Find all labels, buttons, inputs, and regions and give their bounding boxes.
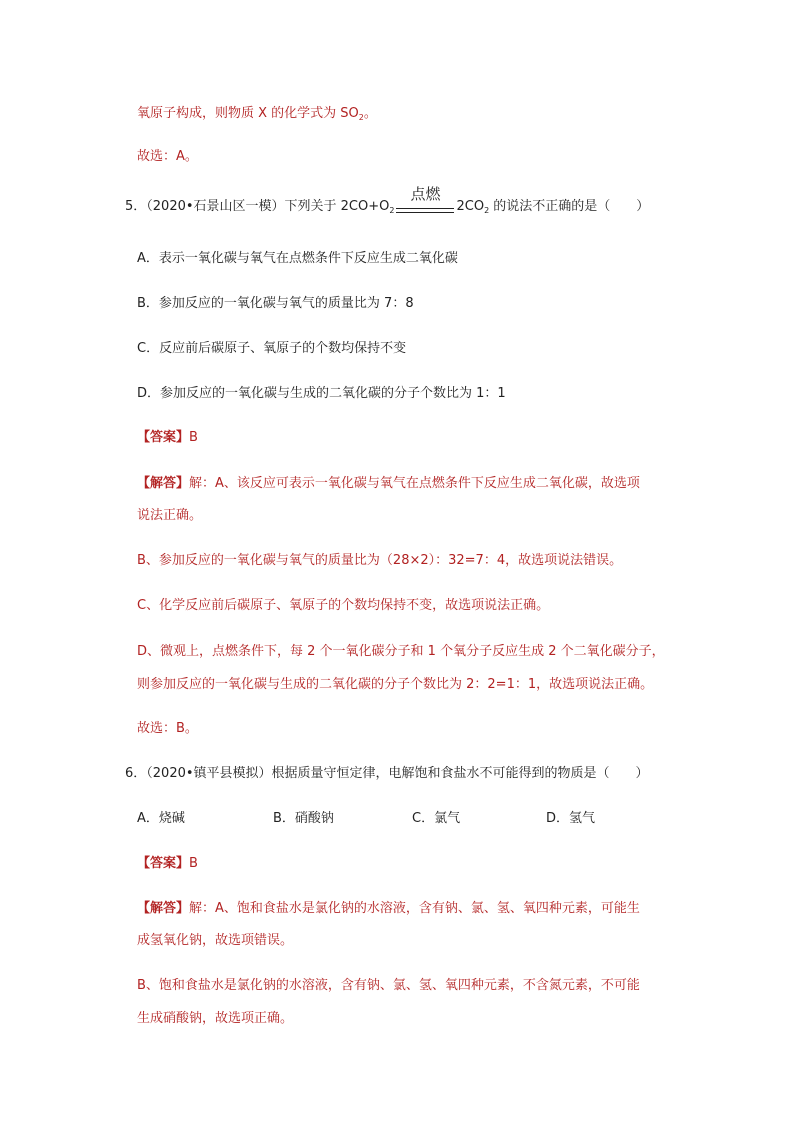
q6-analysis-2-cont: 生成硝酸钠，故选项正确。 (137, 1011, 294, 1026)
q5-option-c: C．反应前后碳原子、氧原子的个数均保持不变 (137, 341, 407, 356)
prev-choose: 故选：A。 (137, 149, 198, 164)
q5-option-a: A．表示一氧化碳与氧气在点燃条件下反应生成二氧化碳 (137, 251, 458, 266)
q5-analysis-2: B、参加反应的一氧化碳与氧气的质量比为（28×2）：32=7：4，故选项说法错误。 (137, 553, 623, 568)
answer-value: B (189, 856, 198, 871)
q6-option-c: C．氯气 (412, 811, 461, 826)
q5-analysis-4-cont: 则参加反应的一氧化碳与生成的二氧化碳的分子个数比为 2：2=1：1，故选项说法正确。 (137, 677, 654, 692)
analysis-text: 解：A、该反应可表示一氧化碳与氧气在点燃条件下反应生成二氧化碳，故选项 (189, 476, 640, 491)
q6-analysis-2: B、饱和食盐水是氯化钠的水溶液，含有钠、氯、氢、氧四种元素，不含氮元素，不可能 (137, 978, 640, 993)
answer-label: 【答案】 (137, 430, 190, 445)
q5-stem (125, 185, 650, 221)
q5-choose: 故选：B。 (137, 721, 198, 736)
q5-stem-end: 的说法不正确的是（ ） (489, 199, 650, 214)
prev-analysis-line (137, 104, 377, 128)
analysis-label: 【解答】 (137, 476, 190, 491)
q6-option-a: A．烧碱 (137, 811, 185, 826)
q5-analysis-1-cont: 说法正确。 (137, 508, 203, 523)
answer-value: B (189, 430, 198, 445)
q6-answer (137, 854, 198, 874)
q6-option-b: B．硝酸钠 (273, 811, 334, 826)
subscript: 2 (389, 206, 395, 215)
prev-analysis-end: 。 (363, 106, 377, 121)
reaction-equals-sign (396, 208, 454, 213)
prev-analysis-text: 氧原子构成，则物质 X 的化学式为 SO (137, 106, 359, 121)
q6-option-d: D．氢气 (546, 811, 596, 826)
answer-label: 【答案】 (137, 856, 190, 871)
q6-analysis-1 (137, 899, 640, 919)
q5-analysis-3: C、化学反应前后碳原子、氧原子的个数均保持不变，故选项说法正确。 (137, 598, 550, 613)
q6-options (137, 809, 657, 829)
q6-analysis-1-cont: 成氢氧化钠，故选项错误。 (137, 933, 294, 948)
q5-analysis-4: D、微观上，点燃条件下，每 2 个一氧化碳分子和 1 个氧分子反应生成 2 个二氧化碳分子， (137, 644, 665, 659)
subscript: 2 (358, 113, 364, 122)
analysis-label: 【解答】 (137, 901, 190, 916)
q6-stem: 6．（2020•镇平县模拟）根据质量守恒定律，电解饱和食盐水不可能得到的物质是（ ） (125, 766, 649, 781)
q5-option-d: D．参加反应的一氧化碳与生成的二氧化碳的分子个数比为 1：1 (137, 386, 506, 401)
q5-answer (137, 428, 198, 448)
q5-product: 2CO (456, 199, 485, 214)
q5-option-b: B．参加反应的一氧化碳与氧气的质量比为 7：8 (137, 296, 414, 311)
subscript: 2 (484, 206, 490, 215)
reaction-condition: 点燃 (410, 185, 441, 203)
reaction-arrow (394, 185, 456, 217)
analysis-text: 解：A、饱和食盐水是氯化钠的水溶液，含有钠、氯、氢、氧四种元素，可能生 (189, 901, 640, 916)
q5-stem-text: 5．（2020•石景山区一模）下列关于 2CO+O (125, 199, 390, 214)
q5-analysis-1 (137, 474, 640, 494)
